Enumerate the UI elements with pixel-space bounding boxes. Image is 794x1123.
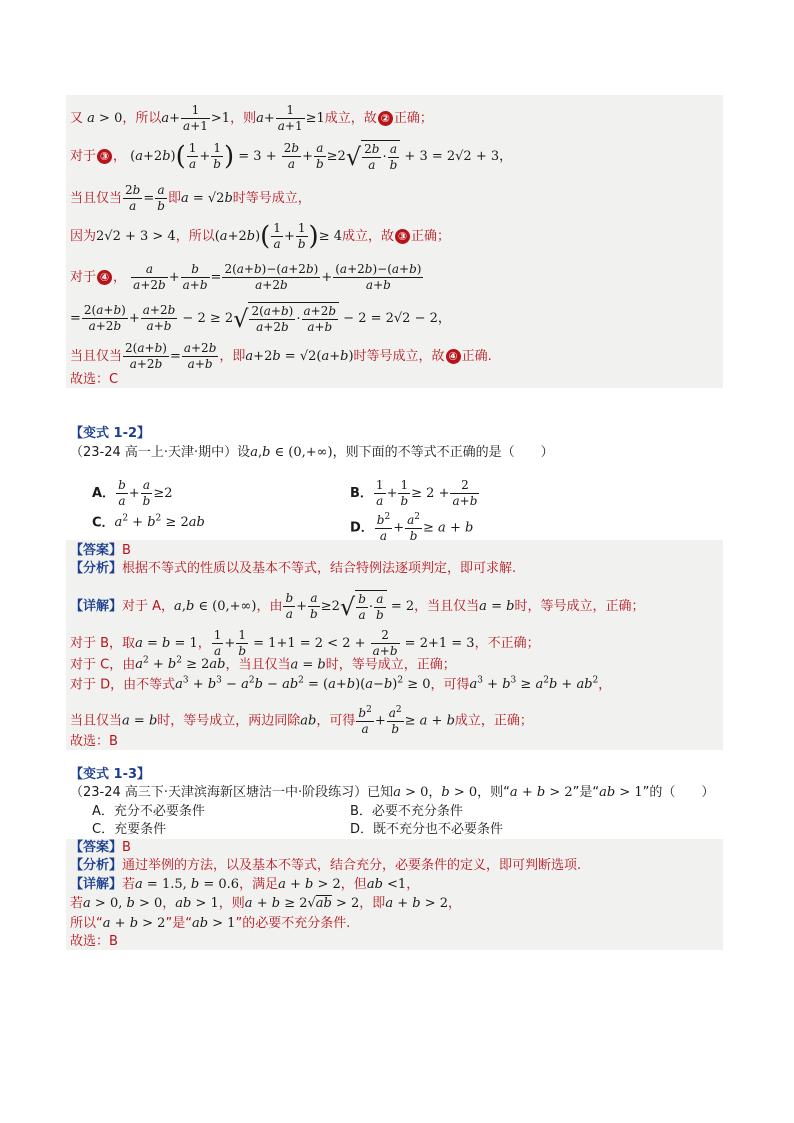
variant-1-2-detail-1: 【详解】对于 A，a,b ∈ (0,+∞)，由 $\frac{b}{a}$ + $\frac{a}{b}$ ≥2√ $\frac{b}{a}$ · $\frac{a}{b}$ = 2，当且仅当a = b时，等号成立，正确；	[70, 591, 645, 622]
variant-1-2-detail-4: 对于 D，由不等式$a^3 + b^3 - a^2b - ab^2 = (a+b)(a-b)^2 \ge 0$，可得$a^3 + b^3 \ge a^2b + ab^2$，	[70, 676, 612, 693]
variant-1-3-choose: 故选：B	[70, 934, 118, 949]
circled-number-2: ②	[378, 111, 393, 126]
solution-line-7: 当且仅当 $\frac{2(a+b)}{a+2b}$ = $\frac{a+2b}{a+b}$ ，即a+2b = √2(a+b)时等号成立，故 ④ 正确.	[70, 341, 492, 371]
variant-1-3-detail-2: 若a > 0, b > 0，ab > 1，则a + b ≥ 2√ab > 2，即a + b > 2，	[70, 896, 462, 911]
option-d-13: D．既不充分也不必要条件	[350, 822, 504, 837]
solution-line-1: 又 a > 0，所以a+ $\frac{1}{a+1}$ >1，则a+ $\frac{1}{a+1}$ ≥1成立，故 ② 正确；	[70, 103, 433, 133]
variant-1-3-detail-1: 【详解】若a = 1.5, b = 0.6，满足a + b > 2，但ab <1，	[70, 877, 420, 892]
variant-1-2-choose: 故选：B	[70, 734, 118, 749]
solution-line-6: = $\frac{2(a+b)}{a+2b}$ + $\frac{a+2b}{a+b}$ − 2 ≥ 2√ $\frac{2(a+b)}{a+2b}$ · $\frac{a+2b}{a+b}$ − 2 = 2√2 − 2，	[70, 303, 451, 334]
solution-line-3: 当且仅当 $\frac{2b}{a}$ = $\frac{a}{b}$ 即a = √2b时等号成立，	[70, 183, 311, 213]
circled-number-3: ③	[97, 149, 112, 164]
solution-answer-top: 故选：C	[70, 372, 119, 387]
option-c-13: C．充要条件	[92, 822, 167, 837]
option-d: D． $\frac{b^2}{a}$ + $\frac{a^2}{b}$ ≥ a + b	[350, 512, 474, 543]
option-c: C．$a^2 + b^2 \ge 2ab$	[92, 514, 205, 531]
variant-1-3-tag: 【变式 1-3】	[70, 767, 151, 782]
variant-1-2-detail-2: 对于 B，取a = b = 1， $\frac{1}{a}$ + $\frac{1}{b}$ = 1+1 = 2 < 2 + $\frac{2}{a+b}$ = 2+1 = 3，不正确；	[70, 628, 540, 658]
variant-1-2-question: （23-24 高一上·天津·期中）设a,b ∈ (0,+∞)，则下面的不等式不正确的是（ ）	[70, 445, 554, 460]
option-b: B． $\frac{1}{a}$ + $\frac{1}{b}$ ≥ 2 + $\frac{2}{a+b}$	[350, 478, 478, 508]
variant-1-2-detail-3: 对于 C，由$a^2 + b^2 \ge 2ab$，当且仅当a = b时，等号成立，正确；	[70, 656, 456, 673]
circled-number-4: ④	[97, 270, 112, 285]
option-a: A． $\frac{b}{a}$ + $\frac{a}{b}$ ≥2	[92, 478, 173, 508]
circled-number-3b: ③	[395, 229, 410, 244]
variant-1-3-question: （23-24 高三下·天津滨海新区塘沽一中·阶段练习）已知a > 0，b > 0，则“a + b > 2”是“ab > 1”的（ ）	[70, 785, 715, 800]
answer-shade-v13	[66, 839, 723, 950]
variant-1-3-analysis: 【分析】通过举例的方法，以及基本不等式，结合充分，必要条件的定义，即可判断选项.	[70, 858, 582, 873]
option-a-13: A．充分不必要条件	[92, 804, 205, 819]
solution-line-5: 对于 ④ ， $\frac{a}{a+2b}$ + $\frac{b}{a+b}$ = $\frac{2(a+b)-(a+2b)}{a+2b}$ + $\frac{(a+2b)-(a+b)}{a+b}$	[70, 262, 422, 292]
variant-1-3-detail-3: 所以“a + b > 2”是“ab > 1”的必要不充分条件.	[70, 916, 351, 931]
circled-number-4b: ④	[446, 349, 461, 364]
variant-1-2-answer: 【答案】B	[70, 543, 131, 558]
variant-1-2-tag: 【变式 1-2】	[70, 426, 151, 441]
variant-1-2-analysis: 【分析】根据不等式的性质以及基本不等式，结合特例法逐项判定，即可求解.	[70, 561, 517, 576]
variant-1-2-detail-5: 当且仅当a = b时，等号成立，两边同除ab，可得 $\frac{b^2}{a}$ + $\frac{a^2}{b}$ ≥ a + b成立，正确；	[70, 705, 533, 736]
option-b-13: B．必要不充分条件	[350, 804, 463, 819]
solution-line-4: 因为2√2 + 3 > 4，所以(a+2b)( $\frac{1}{a}$ + $\frac{1}{b}$ )≥ 4成立，故 ③ 正确；	[70, 221, 451, 252]
solution-line-2: 对于 ③ ， (a+2b)( $\frac{1}{a}$ + $\frac{1}{b}$ ) = 3 + $\frac{2b}{a}$ + $\frac{a}{b}$ ≥2√ $\frac{2b}{a}$ · $\frac{a}{b}$ + 3 = 2√2 + 3，	[70, 141, 513, 172]
variant-1-3-answer: 【答案】B	[70, 840, 131, 855]
